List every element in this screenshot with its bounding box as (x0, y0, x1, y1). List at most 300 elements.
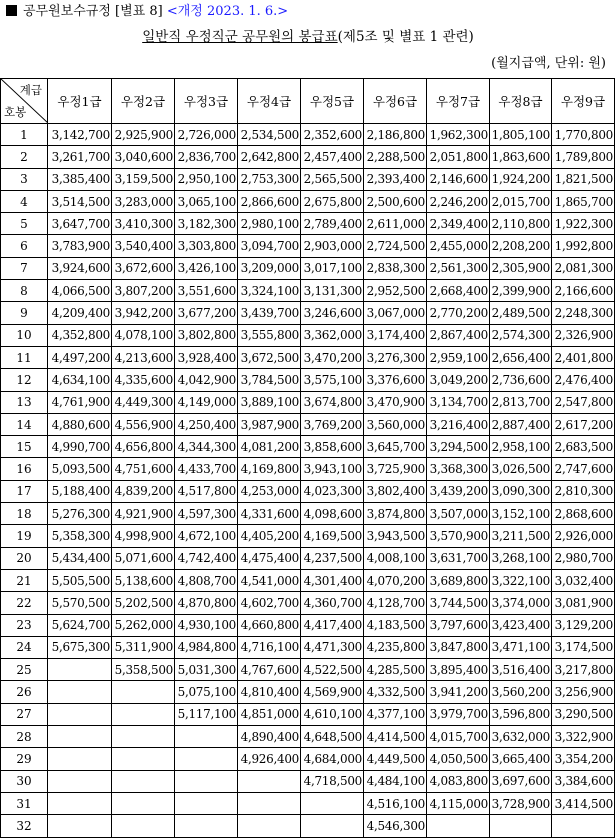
salary-cell: 2,668,400 (427, 280, 490, 302)
salary-cell: 3,471,100 (490, 636, 552, 658)
salary-cell: 4,930,100 (175, 614, 238, 636)
salary-cell: 2,574,300 (490, 324, 552, 346)
salary-cell: 2,349,400 (427, 213, 490, 235)
salary-cell: 4,767,600 (238, 659, 301, 681)
salary-cell: 3,182,300 (175, 213, 238, 235)
step-cell: 9 (1, 302, 48, 324)
salary-cell: 2,836,700 (175, 146, 238, 168)
salary-cell: 2,838,300 (364, 257, 427, 279)
table-row (1, 547, 615, 569)
step-cell: 15 (1, 436, 48, 458)
salary-cell: 3,470,900 (364, 391, 427, 413)
salary-cell: 3,807,200 (112, 280, 175, 302)
salary-cell: 2,887,400 (490, 413, 552, 435)
salary-cell: 4,656,800 (112, 436, 175, 458)
salary-cell: 5,117,100 (175, 703, 238, 725)
salary-cell: 3,889,100 (238, 391, 301, 413)
salary-cell: 1,863,600 (490, 146, 552, 168)
salary-cell: 3,874,800 (364, 503, 427, 525)
salary-cell (112, 726, 175, 748)
salary-cell: 2,186,800 (364, 124, 427, 146)
table-row (1, 124, 615, 146)
step-cell: 31 (1, 792, 48, 814)
salary-cell: 3,570,900 (427, 525, 490, 547)
salary-cell: 5,071,600 (112, 547, 175, 569)
salary-cell: 3,384,600 (552, 770, 615, 792)
salary-cell: 2,246,200 (427, 190, 490, 212)
salary-cell: 3,560,000 (364, 413, 427, 435)
step-cell: 32 (1, 815, 48, 837)
amendment-note: <개정 2023. 1. 6.> (166, 4, 289, 19)
salary-cell: 3,941,200 (427, 681, 490, 703)
salary-cell: 4,497,200 (48, 346, 112, 368)
salary-cell: 3,246,600 (301, 302, 364, 324)
salary-cell: 2,656,400 (490, 346, 552, 368)
salary-cell: 2,110,800 (490, 213, 552, 235)
salary-cell: 3,065,100 (175, 190, 238, 212)
step-cell: 8 (1, 280, 48, 302)
salary-cell: 2,903,000 (301, 235, 364, 257)
salary-cell: 2,810,300 (552, 480, 615, 502)
document-header (6, 2, 288, 22)
salary-cell: 4,602,700 (238, 592, 301, 614)
salary-cell: 4,546,300 (364, 815, 427, 837)
salary-cell: 3,362,000 (301, 324, 364, 346)
salary-cell: 4,098,600 (301, 503, 364, 525)
salary-cell: 3,256,900 (552, 681, 615, 703)
table-row (1, 659, 615, 681)
regulation-name: 공무원보수규정 (23, 4, 111, 19)
salary-cell: 5,075,100 (175, 681, 238, 703)
table-row (1, 346, 615, 368)
salary-cell: 2,305,900 (490, 257, 552, 279)
salary-cell: 4,301,400 (301, 569, 364, 591)
salary-cell: 4,808,700 (175, 569, 238, 591)
black-square-icon (6, 5, 17, 16)
salary-cell: 2,565,500 (301, 168, 364, 190)
salary-cell (238, 792, 301, 814)
salary-cell: 4,471,300 (301, 636, 364, 658)
column-header: 우정8급 (490, 79, 552, 124)
table-row (1, 770, 615, 792)
salary-cell: 1,922,300 (552, 213, 615, 235)
salary-cell: 3,514,500 (48, 190, 112, 212)
salary-cell: 4,344,300 (175, 436, 238, 458)
salary-cell: 4,810,400 (238, 681, 301, 703)
table-row (1, 703, 615, 725)
salary-cell: 4,169,800 (238, 458, 301, 480)
table-row (1, 681, 615, 703)
salary-cell: 3,294,500 (427, 436, 490, 458)
salary-cell: 3,987,900 (238, 413, 301, 435)
salary-cell (301, 815, 364, 837)
salary-cell: 2,789,400 (301, 213, 364, 235)
table-row (1, 235, 615, 257)
salary-cell: 5,262,000 (112, 614, 175, 636)
salary-cell: 4,078,100 (112, 324, 175, 346)
salary-cell: 2,500,600 (364, 190, 427, 212)
table-row (1, 503, 615, 525)
salary-cell: 3,943,100 (301, 458, 364, 480)
salary-cell: 4,331,600 (238, 503, 301, 525)
salary-cell: 3,632,000 (490, 726, 552, 748)
salary-cell: 3,677,200 (175, 302, 238, 324)
salary-cell: 4,484,100 (364, 770, 427, 792)
salary-cell: 4,990,700 (48, 436, 112, 458)
salary-cell (490, 815, 552, 837)
salary-cell: 2,753,300 (238, 168, 301, 190)
salary-cell: 3,211,500 (490, 525, 552, 547)
salary-cell: 2,747,600 (552, 458, 615, 480)
salary-cell: 3,769,200 (301, 413, 364, 435)
column-header: 우정2급 (112, 79, 175, 124)
table-row (1, 369, 615, 391)
step-cell: 25 (1, 659, 48, 681)
salary-cell: 2,726,000 (175, 124, 238, 146)
salary-cell: 3,439,700 (238, 302, 301, 324)
step-cell: 12 (1, 369, 48, 391)
table-row (1, 391, 615, 413)
salary-cell: 1,821,500 (552, 168, 615, 190)
table-title (0, 28, 616, 46)
salary-cell (48, 659, 112, 681)
salary-cell: 4,716,100 (238, 636, 301, 658)
step-cell: 20 (1, 547, 48, 569)
step-cell: 3 (1, 168, 48, 190)
salary-cell: 4,083,800 (427, 770, 490, 792)
salary-cell: 4,209,400 (48, 302, 112, 324)
salary-cell (175, 726, 238, 748)
table-row (1, 213, 615, 235)
salary-cell: 4,610,100 (301, 703, 364, 725)
unit-note: (월지급액, 단위: 원) (491, 56, 606, 71)
salary-cell: 3,159,500 (112, 168, 175, 190)
salary-cell: 5,624,700 (48, 614, 112, 636)
salary-cell: 4,414,500 (364, 726, 427, 748)
salary-cell: 3,090,300 (490, 480, 552, 502)
salary-cell (48, 815, 112, 837)
salary-cell: 3,647,700 (48, 213, 112, 235)
table-row (1, 636, 615, 658)
salary-cell: 3,560,200 (490, 681, 552, 703)
salary-cell: 3,697,600 (490, 770, 552, 792)
salary-cell: 4,235,800 (364, 636, 427, 658)
salary-cell: 3,049,200 (427, 369, 490, 391)
salary-cell (48, 748, 112, 770)
salary-cell: 3,802,800 (175, 324, 238, 346)
salary-cell: 3,423,400 (490, 614, 552, 636)
salary-cell: 4,597,300 (175, 503, 238, 525)
salary-cell: 3,689,800 (427, 569, 490, 591)
salary-cell: 3,209,000 (238, 257, 301, 279)
salary-cell: 3,385,400 (48, 168, 112, 190)
salary-cell: 3,943,500 (364, 525, 427, 547)
salary-cell: 3,129,200 (552, 614, 615, 636)
salary-cell: 4,360,700 (301, 592, 364, 614)
salary-cell: 5,505,500 (48, 569, 112, 591)
salary-cell: 4,984,800 (175, 636, 238, 658)
salary-cell: 4,023,300 (301, 480, 364, 502)
salary-cell: 2,146,600 (427, 168, 490, 190)
salary-cell (175, 748, 238, 770)
salary-cell: 4,998,900 (112, 525, 175, 547)
salary-cell (48, 770, 112, 792)
table-row (1, 168, 615, 190)
salary-cell: 4,870,800 (175, 592, 238, 614)
salary-cell: 4,839,200 (112, 480, 175, 502)
salary-cell: 3,665,400 (490, 748, 552, 770)
salary-cell: 1,770,800 (552, 124, 615, 146)
step-cell: 5 (1, 213, 48, 235)
salary-cell: 3,797,600 (427, 614, 490, 636)
salary-cell: 1,789,800 (552, 146, 615, 168)
salary-cell: 3,551,600 (175, 280, 238, 302)
column-header: 우정6급 (364, 79, 427, 124)
salary-cell: 5,138,600 (112, 569, 175, 591)
salary-cell: 5,188,400 (48, 480, 112, 502)
salary-cell: 3,261,700 (48, 146, 112, 168)
salary-cell (238, 770, 301, 792)
step-cell: 21 (1, 569, 48, 591)
salary-cell: 3,410,300 (112, 213, 175, 235)
salary-cell: 2,326,900 (552, 324, 615, 346)
salary-cell: 4,449,300 (112, 391, 175, 413)
salary-cell: 3,374,000 (490, 592, 552, 614)
salary-cell: 2,611,000 (364, 213, 427, 235)
salary-cell: 4,921,900 (112, 503, 175, 525)
salary-cell: 1,924,200 (490, 168, 552, 190)
salary-cell: 4,070,200 (364, 569, 427, 591)
table-row (1, 413, 615, 435)
salary-cell (112, 815, 175, 837)
step-cell: 22 (1, 592, 48, 614)
salary-cell: 2,401,800 (552, 346, 615, 368)
salary-cell: 3,540,400 (112, 235, 175, 257)
salary-cell: 4,050,500 (427, 748, 490, 770)
salary-cell: 4,042,900 (175, 369, 238, 391)
table-row (1, 280, 615, 302)
salary-cell: 2,015,700 (490, 190, 552, 212)
salary-cell: 4,718,500 (301, 770, 364, 792)
salary-cell: 2,952,500 (364, 280, 427, 302)
salary-cell: 4,684,000 (301, 748, 364, 770)
salary-cell: 2,925,900 (112, 124, 175, 146)
salary-cell: 3,152,100 (490, 503, 552, 525)
salary-cell: 2,399,900 (490, 280, 552, 302)
salary-cell: 4,926,400 (238, 748, 301, 770)
salary-cell (552, 815, 615, 837)
step-cell: 28 (1, 726, 48, 748)
step-cell: 18 (1, 503, 48, 525)
step-cell: 16 (1, 458, 48, 480)
salary-cell: 3,322,100 (490, 569, 552, 591)
salary-cell: 4,516,100 (364, 792, 427, 814)
salary-cell: 2,288,500 (364, 146, 427, 168)
salary-cell: 4,015,700 (427, 726, 490, 748)
salary-cell: 2,208,200 (490, 235, 552, 257)
salary-cell: 3,631,700 (427, 547, 490, 569)
table-row (1, 525, 615, 547)
salary-cell (427, 815, 490, 837)
salary-cell: 2,352,600 (301, 124, 364, 146)
salary-cell: 3,507,000 (427, 503, 490, 525)
salary-cell: 2,561,300 (427, 257, 490, 279)
salary-cell (112, 792, 175, 814)
salary-cell: 2,393,400 (364, 168, 427, 190)
salary-cell: 3,674,800 (301, 391, 364, 413)
salary-cell (112, 748, 175, 770)
salary-cell: 2,476,400 (552, 369, 615, 391)
corner-cell (1, 79, 48, 124)
step-label: 호봉 (4, 105, 27, 119)
salary-cell: 3,032,400 (552, 569, 615, 591)
salary-cell: 2,724,500 (364, 235, 427, 257)
salary-cell: 4,250,400 (175, 413, 238, 435)
salary-cell (238, 815, 301, 837)
salary-cell: 2,926,000 (552, 525, 615, 547)
salary-cell: 4,660,800 (238, 614, 301, 636)
salary-cell: 4,183,500 (364, 614, 427, 636)
salary-cell: 3,368,300 (427, 458, 490, 480)
salary-cell: 2,248,300 (552, 302, 615, 324)
salary-cell: 2,051,800 (427, 146, 490, 168)
salary-cell: 2,958,100 (490, 436, 552, 458)
salary-cell: 5,311,900 (112, 636, 175, 658)
salary-cell: 4,285,500 (364, 659, 427, 681)
salary-cell: 4,335,600 (112, 369, 175, 391)
salary-cell: 4,169,500 (301, 525, 364, 547)
step-cell: 17 (1, 480, 48, 502)
salary-cell: 3,924,600 (48, 257, 112, 279)
salary-cell: 4,066,500 (48, 280, 112, 302)
step-cell: 14 (1, 413, 48, 435)
salary-cell: 3,942,200 (112, 302, 175, 324)
salary-cell: 2,813,700 (490, 391, 552, 413)
salary-cell: 2,867,400 (427, 324, 490, 346)
salary-cell (48, 792, 112, 814)
salary-cell: 4,332,500 (364, 681, 427, 703)
salary-cell: 5,434,400 (48, 547, 112, 569)
salary-cell: 1,992,800 (552, 235, 615, 257)
salary-cell: 1,865,700 (552, 190, 615, 212)
step-cell: 11 (1, 346, 48, 368)
salary-cell: 4,569,900 (301, 681, 364, 703)
table-row (1, 458, 615, 480)
salary-cell: 3,174,500 (552, 636, 615, 658)
salary-cell: 5,093,500 (48, 458, 112, 480)
salary-cell: 5,202,500 (112, 592, 175, 614)
salary-cell: 3,470,200 (301, 346, 364, 368)
salary-cell: 3,142,700 (48, 124, 112, 146)
table-row (1, 592, 615, 614)
salary-cell: 4,237,500 (301, 547, 364, 569)
salary-cell: 3,516,400 (490, 659, 552, 681)
step-cell: 23 (1, 614, 48, 636)
salary-cell (48, 703, 112, 725)
salary-cell: 5,276,300 (48, 503, 112, 525)
step-cell: 29 (1, 748, 48, 770)
salary-cell: 1,805,100 (490, 124, 552, 146)
salary-cell: 3,439,200 (427, 480, 490, 502)
salary-cell (112, 703, 175, 725)
salary-cell: 4,851,000 (238, 703, 301, 725)
salary-cell (175, 792, 238, 814)
salary-cell: 5,570,500 (48, 592, 112, 614)
salary-cell: 2,547,800 (552, 391, 615, 413)
header-row (1, 79, 615, 124)
salary-cell: 2,166,600 (552, 280, 615, 302)
salary-cell: 2,736,600 (490, 369, 552, 391)
salary-cell: 3,575,100 (301, 369, 364, 391)
salary-cell: 4,213,600 (112, 346, 175, 368)
salary-cell: 3,216,400 (427, 413, 490, 435)
salary-cell: 3,354,200 (552, 748, 615, 770)
step-cell: 6 (1, 235, 48, 257)
salary-cell: 3,858,600 (301, 436, 364, 458)
salary-cell: 3,067,000 (364, 302, 427, 324)
salary-cell: 2,770,200 (427, 302, 490, 324)
salary-cell: 2,642,800 (238, 146, 301, 168)
column-header: 우정1급 (48, 79, 112, 124)
salary-cell: 3,276,300 (364, 346, 427, 368)
salary-cell: 4,672,100 (175, 525, 238, 547)
step-cell: 24 (1, 636, 48, 658)
salary-cell: 2,534,500 (238, 124, 301, 146)
salary-cell: 3,783,900 (48, 235, 112, 257)
step-cell: 13 (1, 391, 48, 413)
table-row (1, 480, 615, 502)
title-note: (제5조 및 별표 1 관련) (337, 29, 474, 45)
table-row (1, 792, 615, 814)
step-cell: 19 (1, 525, 48, 547)
salary-cell: 2,950,100 (175, 168, 238, 190)
salary-cell: 3,725,900 (364, 458, 427, 480)
salary-cell: 3,040,600 (112, 146, 175, 168)
salary-table (0, 78, 615, 838)
salary-cell: 4,556,900 (112, 413, 175, 435)
table-row (1, 815, 615, 837)
salary-cell: 2,081,300 (552, 257, 615, 279)
salary-cell: 3,744,500 (427, 592, 490, 614)
salary-cell: 4,890,400 (238, 726, 301, 748)
table-row (1, 302, 615, 324)
salary-cell: 3,290,500 (552, 703, 615, 725)
salary-cell: 4,761,900 (48, 391, 112, 413)
salary-cell: 3,134,700 (427, 391, 490, 413)
salary-cell: 4,115,000 (427, 792, 490, 814)
salary-cell (112, 681, 175, 703)
salary-cell: 3,596,800 (490, 703, 552, 725)
salary-cell: 1,962,300 (427, 124, 490, 146)
step-cell: 27 (1, 703, 48, 725)
salary-cell: 2,980,100 (238, 213, 301, 235)
salary-cell: 4,449,500 (364, 748, 427, 770)
salary-cell: 3,283,000 (112, 190, 175, 212)
salary-cell: 3,847,800 (427, 636, 490, 658)
salary-cell: 3,017,100 (301, 257, 364, 279)
salary-cell: 2,455,000 (427, 235, 490, 257)
column-header: 우정7급 (427, 79, 490, 124)
salary-cell: 4,352,800 (48, 324, 112, 346)
salary-cell: 4,475,400 (238, 547, 301, 569)
salary-cell: 3,376,600 (364, 369, 427, 391)
salary-cell: 2,683,500 (552, 436, 615, 458)
salary-cell: 3,784,500 (238, 369, 301, 391)
table-row (1, 190, 615, 212)
salary-cell (112, 770, 175, 792)
salary-cell: 3,094,700 (238, 235, 301, 257)
salary-cell (48, 681, 112, 703)
